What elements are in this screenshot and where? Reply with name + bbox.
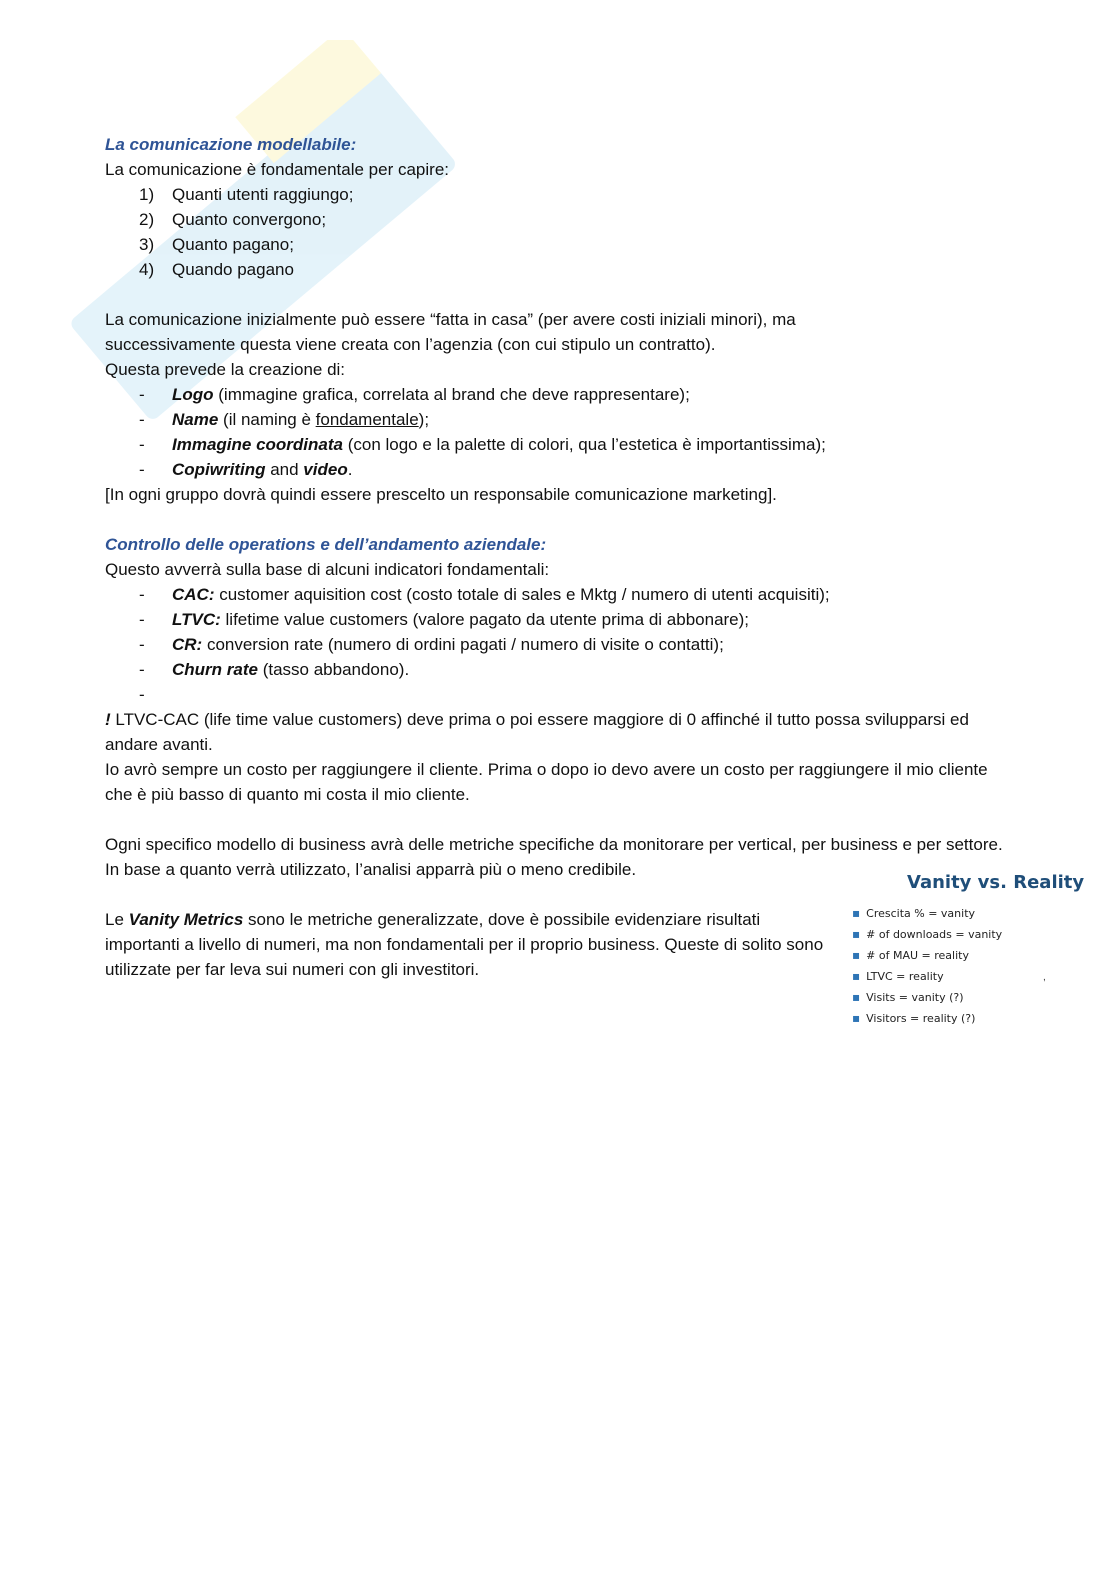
stray-mark: , — [1043, 972, 1046, 983]
list-item: - CAC: customer aquisition cost (costo totale di sales e Mktg / numero di utenti acquisiti); — [139, 585, 830, 604]
paragraph: successivamente questa viene creata con l’agenzia (con cui stipulo un contratto). — [105, 335, 716, 354]
list-item: - Immagine coordinata (con logo e la palette di colori, qua l’estetica è importantissima); — [139, 435, 826, 454]
paragraph: Io avrò sempre un costo per raggiungere il cliente. Prima o dopo io devo avere un costo per raggiungere il mio cliente che è più basso di quanto mi costa il mio cliente. — [105, 760, 988, 804]
list-item: ▪ # of MAU = reality — [852, 948, 969, 962]
list-item: - Name (il naming è fondamentale); — [139, 410, 430, 429]
list-item: 2) Quanto convergono; — [139, 210, 327, 229]
section-heading-comunicazione: La comunicazione modellabile: — [105, 135, 357, 154]
paragraph: La comunicazione è fondamentale per capire: — [105, 160, 449, 179]
exclamation-mark: ! — [105, 710, 111, 729]
list-item: - — [139, 685, 145, 704]
list-item: 4) Quando pagano — [139, 260, 294, 279]
list-item: 1) Quanti utenti raggiungo; — [139, 185, 354, 204]
note-paragraph: ! LTVC-CAC (life time value customers) deve prima o poi essere maggiore di 0 affinché il tutto possa svilupparsi ed andare avanti. — [105, 710, 969, 754]
bullet-icon: ▪ — [852, 948, 861, 962]
paragraph: Ogni specifico modello di business avrà delle metriche specifiche da monitorare per vertical, per business e per settore. In base a quanto verrà utilizzato, l’analisi apparrà più o meno credibile. — [105, 835, 1003, 879]
list-item: ▪ Visitors = reality (?) — [852, 1011, 976, 1025]
vanity-metrics-paragraph: Le Vanity Metrics sono le metriche generalizzate, dove è possibile evidenziare risultati importanti a livello di numeri, ma non fondamentali per il proprio business. Queste di solito sono utilizzate per far leva sui numeri con gli investitori. — [105, 910, 824, 979]
paragraph: Questa prevede la creazione di: — [105, 360, 346, 379]
list-item: ▪ LTVC = reality — [852, 969, 944, 983]
vanity-vs-reality-figure — [852, 872, 1092, 1029]
paragraph: [In ogni gruppo dovrà quindi essere prescelto un responsabile comunicazione marketing]. — [105, 485, 777, 504]
paragraph: Questo avverrà sulla base di alcuni indicatori fondamentali: — [105, 560, 550, 579]
bullet-icon: ▪ — [852, 906, 861, 920]
figure-list — [852, 903, 1092, 1029]
figure-title: Vanity vs. Reality — [907, 872, 1085, 893]
list-item: - Churn rate (tasso abbandono). — [139, 660, 410, 679]
bullet-icon: ▪ — [852, 927, 861, 941]
list-item: ▪ Visits = vanity (?) — [852, 990, 964, 1004]
list-item: - Copiwriting and video. — [139, 460, 353, 479]
section-heading-controllo: Controllo delle operations e dell’andamento aziendale: — [105, 535, 547, 554]
list-item: ▪ # of downloads = vanity — [852, 927, 1003, 941]
list-item: - LTVC: lifetime value customers (valore pagato da utente prima di abbonare); — [139, 610, 750, 629]
list-item: - CR: conversion rate (numero di ordini pagati / numero di visite o contatti); — [139, 635, 724, 654]
list-item: 3) Quanto pagano; — [139, 235, 294, 254]
list-item: ▪ Crescita % = vanity — [852, 906, 976, 920]
list-item: - Logo (immagine grafica, correlata al brand che deve rappresentare); — [139, 385, 690, 404]
bullet-icon: ▪ — [852, 969, 861, 983]
document-body — [105, 132, 1005, 982]
bullet-icon: ▪ — [852, 1011, 861, 1025]
bullet-icon: ▪ — [852, 990, 861, 1004]
paragraph: La comunicazione inizialmente può essere “fatta in casa” (per avere costi iniziali minori), ma — [105, 310, 796, 329]
